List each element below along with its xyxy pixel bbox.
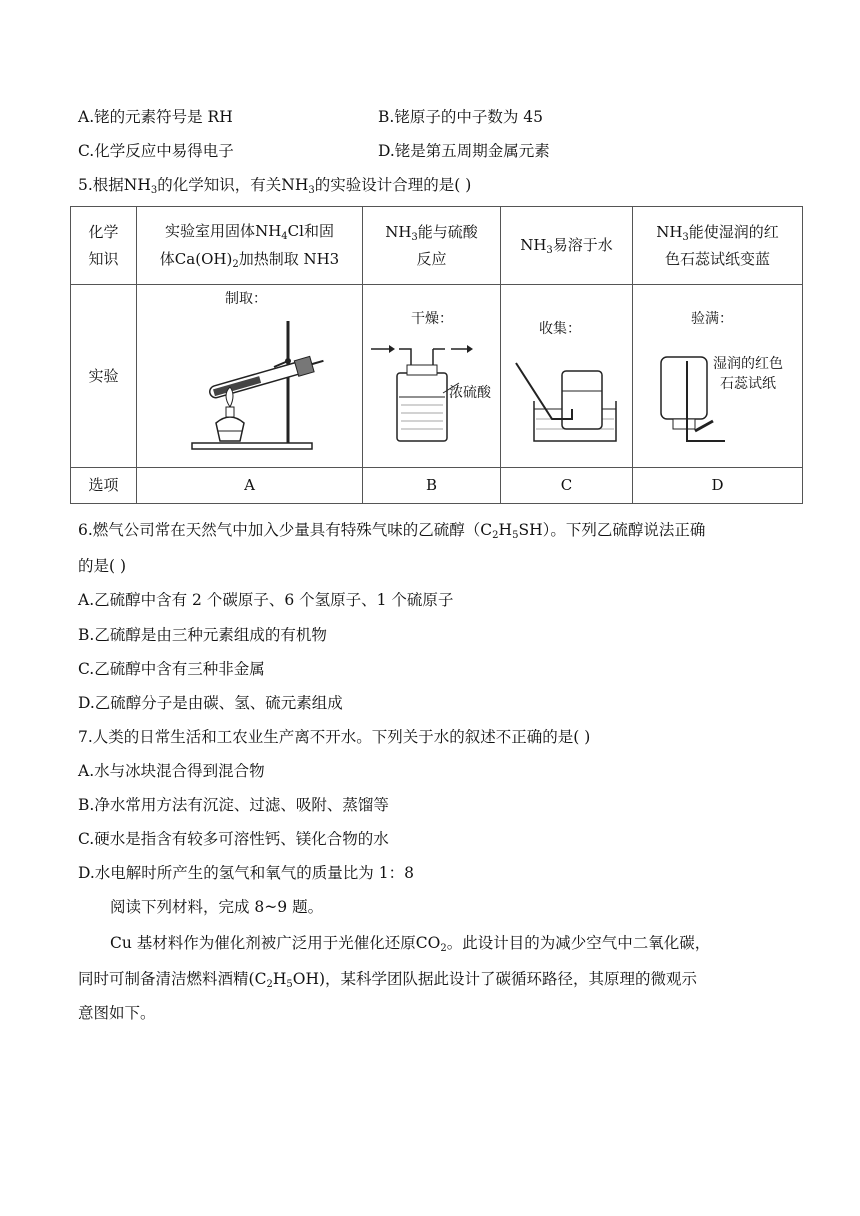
heating-apparatus-diagram [170, 291, 330, 461]
diagram-d-label: 验满： [691, 311, 733, 328]
diagram-d-note: 湿润的红色 石蕊试纸 [713, 356, 783, 392]
q7-option-d: D.水电解时所产生的氢气和氧气的质量比为 1：8 [78, 864, 414, 882]
option-b: B [363, 467, 501, 503]
cell-knowledge-d: $NH_3$能使湿润的红 色石蕊试纸变蓝 [633, 207, 803, 285]
q4-option-b: B.铑原子的中子数为 45 [378, 108, 543, 126]
row-head-option: 选项 [71, 467, 137, 503]
q7-option-c: C.硬水是指含有较多可溶性钙、镁化合物的水 [78, 830, 389, 848]
experiment-table [70, 206, 803, 504]
cell-knowledge-c: $NH_3$易溶于水 [501, 207, 633, 285]
option-c: C [501, 467, 633, 503]
cell-diagram-c [501, 285, 633, 468]
diagram-b-reagent: 浓硫酸 [449, 385, 491, 402]
cell-knowledge-a: 实验室用固体$NH_4Cl$和固 体$Ca(OH)_2$加热制取 NH3 [137, 207, 363, 285]
q7-option-b: B.净水常用方法有沉淀、过滤、吸附、蒸馏等 [78, 796, 389, 814]
reading-paragraph-line2: 同时可制备清洁燃料酒精$(C_2H_5OH)$，某科学团队据此设计了碳循环路径，其原理的微观示 [78, 970, 698, 990]
diagram-c-label: 收集： [539, 321, 581, 338]
q6-option-a: A.乙硫醇中含有 2 个碳原子、6 个氢原子、1 个硫原子 [78, 591, 454, 609]
q7-stem: 7.人类的日常生活和工农业生产离不开水。下列关于水的叙述不正确的是( ) [78, 728, 591, 746]
option-d: D [633, 467, 803, 503]
cell-diagram-d [633, 285, 803, 468]
q4-option-c: C.化学反应中易得电子 [78, 142, 234, 160]
q6-stem-line2: 的是( ) [78, 557, 127, 575]
reading-paragraph-line3: 意图如下。 [78, 1004, 156, 1022]
row-head-knowledge: 化学知识 [71, 207, 137, 285]
reading-paragraph-line1: Cu 基材料作为催化剂被广泛用于光催化还原$CO_2$。此设计目的为减少空气中二氧化碳， [110, 934, 711, 954]
q4-option-d: D.铑是第五周期金属元素 [378, 142, 550, 160]
q4-option-a: A.铑的元素符号是 RH [78, 108, 233, 126]
cell-diagram-a [137, 285, 363, 468]
q6-option-b: B.乙硫醇是由三种元素组成的有机物 [78, 626, 327, 644]
q6-stem-line1: 6.燃气公司常在天然气中加入少量具有特殊气味的乙硫醇$(C_2H_5SH)$。下列乙硫醇说法正确 [78, 521, 706, 541]
q5-stem: 5.根据$NH_3$的化学知识，有关$NH_3$的实验设计合理的是( ) [78, 176, 472, 196]
row-head-experiment: 实验 [71, 285, 137, 468]
cell-diagram-b [363, 285, 501, 468]
diagram-a-label: 制取： [225, 291, 267, 308]
diagram-b-label: 干燥： [411, 311, 453, 328]
cell-knowledge-b: $NH_3$能与硫酸 反应 [363, 207, 501, 285]
option-a: A [137, 467, 363, 503]
q6-option-c: C.乙硫醇中含有三种非金属 [78, 660, 265, 678]
q6-option-d: D.乙硫醇分子是由碳、氢、硫元素组成 [78, 694, 343, 712]
reading-intro: 阅读下列材料，完成 8~9 题。 [110, 898, 324, 916]
q7-option-a: A.水与冰块混合得到混合物 [78, 762, 265, 780]
